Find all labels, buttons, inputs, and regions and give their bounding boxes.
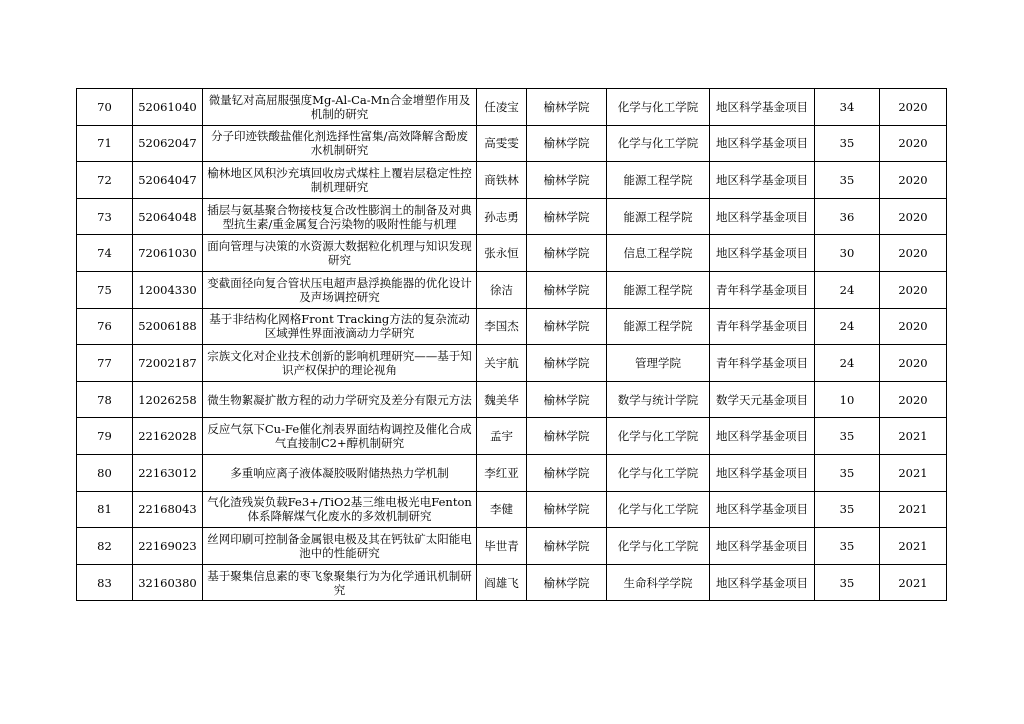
college-cell: 能源工程学院 — [607, 162, 710, 199]
funding-amount-cell: 35 — [815, 162, 880, 199]
approval-code-cell: 72002187 — [133, 345, 203, 382]
college-cell: 化学与化工学院 — [607, 418, 710, 455]
year-cell: 2021 — [880, 528, 947, 565]
approval-code-cell: 22168043 — [133, 491, 203, 528]
investigator-name-cell: 孟宇 — [477, 418, 527, 455]
table-row — [77, 198, 947, 235]
college-cell: 数学与统计学院 — [607, 381, 710, 418]
row-number-cell: 71 — [77, 125, 133, 162]
funding-amount-cell: 35 — [815, 125, 880, 162]
funding-amount-cell: 35 — [815, 418, 880, 455]
row-number-cell: 75 — [77, 271, 133, 308]
college-cell: 化学与化工学院 — [607, 89, 710, 126]
project-title-cell: 微量钇对高屈服强度Mg-Al-Ca-Mn合金增塑作用及机制的研究 — [203, 89, 477, 126]
university-cell: 榆林学院 — [527, 345, 607, 382]
row-number-cell: 70 — [77, 89, 133, 126]
university-cell: 榆林学院 — [527, 125, 607, 162]
investigator-name-cell: 张永恒 — [477, 235, 527, 272]
project-title-cell: 宗族文化对企业技术创新的影响机理研究——基于知识产权保护的理论视角 — [203, 345, 477, 382]
row-number-cell: 76 — [77, 308, 133, 345]
project-type-cell: 地区科学基金项目 — [710, 162, 815, 199]
grant-table-body — [77, 89, 947, 601]
project-type-cell: 地区科学基金项目 — [710, 198, 815, 235]
table-row — [77, 528, 947, 565]
year-cell: 2020 — [880, 271, 947, 308]
year-cell: 2020 — [880, 89, 947, 126]
university-cell: 榆林学院 — [527, 528, 607, 565]
table-row — [77, 418, 947, 455]
row-number-cell: 77 — [77, 345, 133, 382]
year-cell: 2021 — [880, 491, 947, 528]
investigator-name-cell: 孙志勇 — [477, 198, 527, 235]
investigator-name-cell: 关宇航 — [477, 345, 527, 382]
funding-amount-cell: 36 — [815, 198, 880, 235]
approval-code-cell: 32160380 — [133, 564, 203, 601]
approval-code-cell: 72061030 — [133, 235, 203, 272]
year-cell: 2021 — [880, 564, 947, 601]
project-type-cell: 青年科学基金项目 — [710, 345, 815, 382]
approval-code-cell: 52064047 — [133, 162, 203, 199]
year-cell: 2020 — [880, 125, 947, 162]
project-type-cell: 地区科学基金项目 — [710, 418, 815, 455]
investigator-name-cell: 商铁林 — [477, 162, 527, 199]
row-number-cell: 72 — [77, 162, 133, 199]
funding-amount-cell: 24 — [815, 308, 880, 345]
project-title-cell: 基于非结构化网格Front Tracking方法的复杂流动区域弹性界面液滴动力学研究 — [203, 308, 477, 345]
row-number-cell: 81 — [77, 491, 133, 528]
investigator-name-cell: 阎雄飞 — [477, 564, 527, 601]
year-cell: 2020 — [880, 308, 947, 345]
college-cell: 管理学院 — [607, 345, 710, 382]
college-cell: 化学与化工学院 — [607, 125, 710, 162]
college-cell: 信息工程学院 — [607, 235, 710, 272]
investigator-name-cell: 徐洁 — [477, 271, 527, 308]
funding-amount-cell: 24 — [815, 271, 880, 308]
college-cell: 化学与化工学院 — [607, 491, 710, 528]
project-type-cell: 数学天元基金项目 — [710, 381, 815, 418]
project-type-cell: 地区科学基金项目 — [710, 125, 815, 162]
investigator-name-cell: 高雯雯 — [477, 125, 527, 162]
row-number-cell: 73 — [77, 198, 133, 235]
year-cell: 2020 — [880, 381, 947, 418]
project-title-cell: 榆林地区风积沙充填回收房式煤柱上覆岩层稳定性控制机理研究 — [203, 162, 477, 199]
table-row — [77, 162, 947, 199]
approval-code-cell: 22163012 — [133, 454, 203, 491]
approval-code-cell: 52064048 — [133, 198, 203, 235]
project-title-cell: 微生物絮凝扩散方程的动力学研究及差分有限元方法 — [203, 381, 477, 418]
row-number-cell: 74 — [77, 235, 133, 272]
row-number-cell: 79 — [77, 418, 133, 455]
row-number-cell: 80 — [77, 454, 133, 491]
investigator-name-cell: 李国杰 — [477, 308, 527, 345]
table-row — [77, 235, 947, 272]
year-cell: 2020 — [880, 345, 947, 382]
approval-code-cell: 12004330 — [133, 271, 203, 308]
investigator-name-cell: 魏美华 — [477, 381, 527, 418]
project-title-cell: 面向管理与决策的水资源大数据粒化机理与知识发现研究 — [203, 235, 477, 272]
university-cell: 榆林学院 — [527, 308, 607, 345]
row-number-cell: 83 — [77, 564, 133, 601]
funding-amount-cell: 34 — [815, 89, 880, 126]
project-title-cell: 气化渣残炭负载Fe3+/TiO2基三维电极光电Fenton体系降解煤气化废水的多效机制研究 — [203, 491, 477, 528]
investigator-name-cell: 李红亚 — [477, 454, 527, 491]
funding-amount-cell: 35 — [815, 491, 880, 528]
university-cell: 榆林学院 — [527, 418, 607, 455]
project-type-cell: 地区科学基金项目 — [710, 235, 815, 272]
college-cell: 化学与化工学院 — [607, 528, 710, 565]
row-number-cell: 78 — [77, 381, 133, 418]
project-title-cell: 插层与氨基聚合物接枝复合改性膨润土的制备及对典型抗生素/重金属复合污染物的吸附性能与机理 — [203, 198, 477, 235]
funding-amount-cell: 24 — [815, 345, 880, 382]
project-type-cell: 地区科学基金项目 — [710, 528, 815, 565]
project-type-cell: 地区科学基金项目 — [710, 491, 815, 528]
table-row — [77, 271, 947, 308]
project-title-cell: 基于聚集信息素的枣飞象聚集行为为化学通讯机制研究 — [203, 564, 477, 601]
college-cell: 化学与化工学院 — [607, 454, 710, 491]
project-title-cell: 反应气氛下Cu-Fe催化剂表界面结构调控及催化合成气直接制C2+醇机制研究 — [203, 418, 477, 455]
college-cell: 生命科学学院 — [607, 564, 710, 601]
project-type-cell: 地区科学基金项目 — [710, 454, 815, 491]
project-type-cell: 青年科学基金项目 — [710, 271, 815, 308]
project-title-cell: 多重响应离子液体凝胶吸附储热热力学机制 — [203, 454, 477, 491]
funding-amount-cell: 35 — [815, 564, 880, 601]
college-cell: 能源工程学院 — [607, 271, 710, 308]
university-cell: 榆林学院 — [527, 198, 607, 235]
investigator-name-cell: 李健 — [477, 491, 527, 528]
project-title-cell: 变截面径向复合管状压电超声悬浮换能器的优化设计及声场调控研究 — [203, 271, 477, 308]
university-cell: 榆林学院 — [527, 454, 607, 491]
table-row — [77, 454, 947, 491]
university-cell: 榆林学院 — [527, 271, 607, 308]
approval-code-cell: 52006188 — [133, 308, 203, 345]
university-cell: 榆林学院 — [527, 162, 607, 199]
approval-code-cell: 12026258 — [133, 381, 203, 418]
funding-amount-cell: 35 — [815, 528, 880, 565]
university-cell: 榆林学院 — [527, 89, 607, 126]
investigator-name-cell: 毕世青 — [477, 528, 527, 565]
table-row — [77, 125, 947, 162]
year-cell: 2021 — [880, 418, 947, 455]
project-type-cell: 青年科学基金项目 — [710, 308, 815, 345]
college-cell: 能源工程学院 — [607, 198, 710, 235]
grant-table — [76, 88, 947, 601]
table-row — [77, 381, 947, 418]
university-cell: 榆林学院 — [527, 564, 607, 601]
table-row — [77, 345, 947, 382]
table-row — [77, 308, 947, 345]
table-row — [77, 89, 947, 126]
university-cell: 榆林学院 — [527, 381, 607, 418]
approval-code-cell: 52062047 — [133, 125, 203, 162]
project-type-cell: 地区科学基金项目 — [710, 89, 815, 126]
year-cell: 2020 — [880, 235, 947, 272]
project-type-cell: 地区科学基金项目 — [710, 564, 815, 601]
approval-code-cell: 22169023 — [133, 528, 203, 565]
row-number-cell: 82 — [77, 528, 133, 565]
funding-amount-cell: 30 — [815, 235, 880, 272]
funding-amount-cell: 10 — [815, 381, 880, 418]
table-row — [77, 491, 947, 528]
university-cell: 榆林学院 — [527, 491, 607, 528]
table-row — [77, 564, 947, 601]
approval-code-cell: 52061040 — [133, 89, 203, 126]
funding-amount-cell: 35 — [815, 454, 880, 491]
approval-code-cell: 22162028 — [133, 418, 203, 455]
year-cell: 2020 — [880, 162, 947, 199]
year-cell: 2020 — [880, 198, 947, 235]
college-cell: 能源工程学院 — [607, 308, 710, 345]
university-cell: 榆林学院 — [527, 235, 607, 272]
project-title-cell: 分子印迹铁酸盐催化剂选择性富集/高效降解含酚废水机制研究 — [203, 125, 477, 162]
investigator-name-cell: 任凌宝 — [477, 89, 527, 126]
year-cell: 2021 — [880, 454, 947, 491]
project-title-cell: 丝网印刷可控制备金属银电极及其在钙钛矿太阳能电池中的性能研究 — [203, 528, 477, 565]
